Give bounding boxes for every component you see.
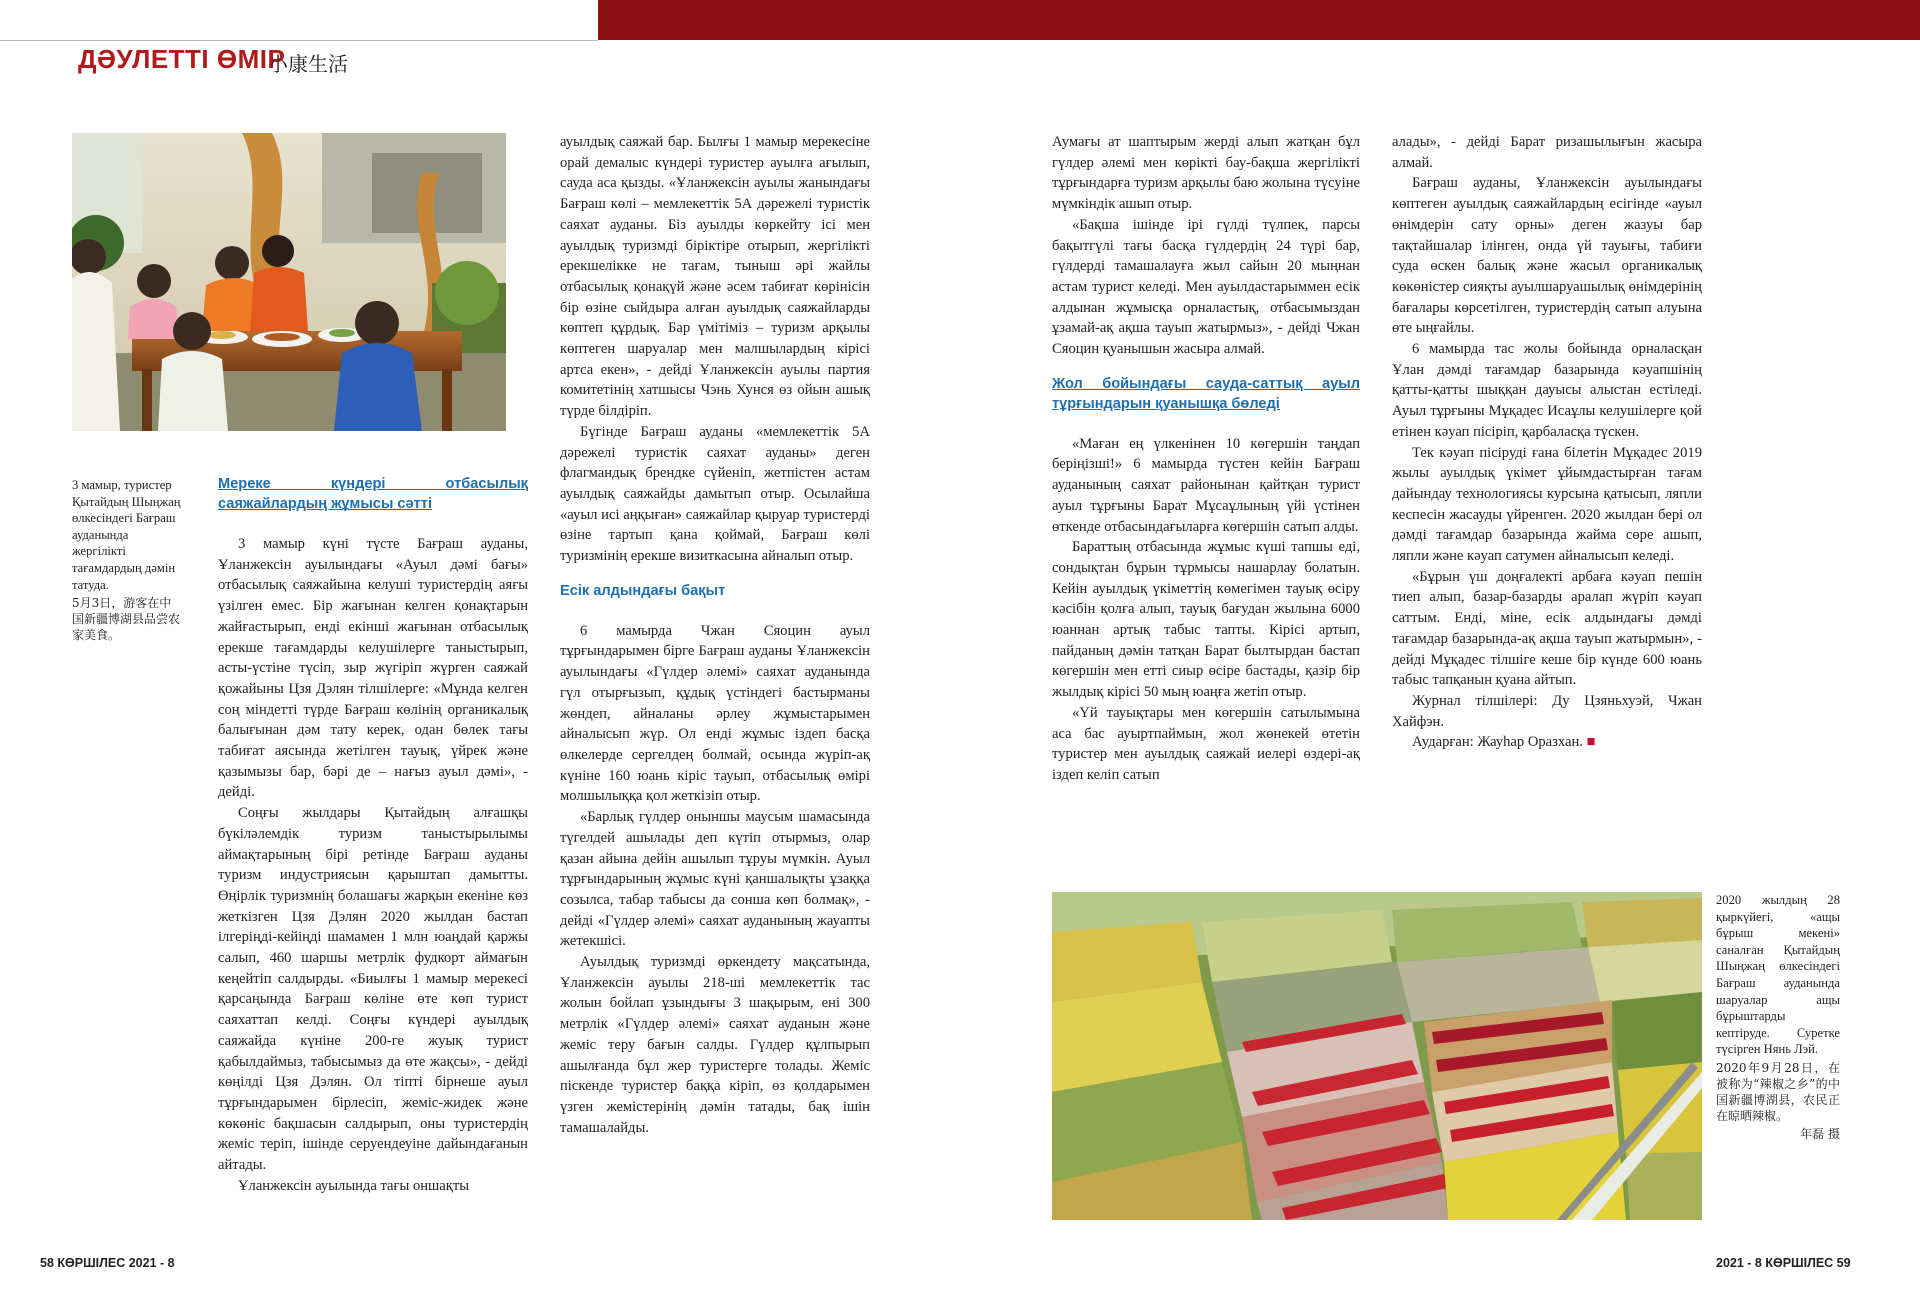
col4-paragraph: алады», - дейді Барат ризашылығын жасыра алмай. [1392,134,1702,171]
translator-credit: Аударған: Жауһар Оразхан. [1412,734,1583,751]
header-color-bar [598,0,1920,40]
article-column-2 [560,132,870,1138]
footer-right: 2021 - 8 КӨРШІЛЕС 59 [1716,1256,1851,1270]
right-caption-kz: 2020 жылдың 28 қыркүйегі, «ащы бұрыш мекені» саналған Қытайдың Шыңжаң өлкесіндегі Бағраш ауданында шаруалар ащы бұрыштарды кептіруде. Суретке түсірген Нянь Лэй. [1716,893,1840,1057]
section-title-cn: 小康生活 [268,52,348,76]
article-column-1 [218,474,528,1197]
col2-paragraph: «Барлық гүлдер оныншы маусым шамасында түгелдей ашылады деп күтіп отырмыз, олар қазан айына дейін ашылып тұруы мүмкін. Ауыл тұрғындарының жұмыс күні қаншалықты ұзаққа созылса, табар табысы да сонша көп болмақ», - дейді «Гүлдер әлемі» саяхат ауданының жауапты жетекшісі. [560,809,870,950]
left-caption-kz: 3 мамыр, туристер Қытайдың Шыңжаң өлкесіндегі Бағраш ауданында жергілікті тағамдардың дәмін татуда. [72,478,181,592]
subhead-1: Мереке күндері отбасылық саяжайлардың жұмысы сәтті [218,476,528,512]
right-caption-credit: 年磊 摄 [1800,1126,1840,1141]
header-rule [0,40,598,41]
col3-paragraph: «Маған ең үлкенінен 10 көгершін таңдап беріңізші!» 6 мамырда түстен кейін Бағраш ауданының саяхат районынан қайтқан турист ауыл тұрғыны Барат Мұсаұлының үйі үстінен өткенде отбасындағыларға көгершін сатып алды. [1052,435,1360,535]
col4-paragraph: 6 мамырда тас жолы бойында орналасқан Ұлан дәмді тағамдар базарында кәуапшінің қатты-қатты шыққан дауысы алыстан естіледі. Ауыл тұрғыны Мұқадес Исаұлы келушілерге қой етінен кәуап пісіріп, қарбаласқа түскен. [1392,341,1702,440]
article-column-4 [1392,132,1702,753]
section-title: ДӘУЛЕТТІ ӨМІР [78,44,286,74]
article-column-3 [1052,132,1360,786]
subhead-3: Жол бойындағы сауда-саттық ауыл тұрғындарын қуанышқа бөледі [1052,375,1360,412]
aerial-fields-photo [1052,892,1702,1220]
col1-paragraph: Соңғы жылдары Қытайдың алғашқы бүкіләлемдік туризм таныстырылымы аймақтарының бірі ретінде Бағраш ауданы туризм индустриясын қарыштап дамытты. Өңірлік туризмнің болашағы жарқын екеніне көз жеткізген Цзя Дэлян 2020 жылдан бастап ілгеріңді-кейіңді шамамен 1 млн юаңдай қаржы салып, 460 шаршы метрлік фудкорт аймағын кеңейтіп салдырды. «Биылғы 1 мамыр мерекесі қарсаңында Бағраш көліне өте көп турист саяхаттап келді. Соңғы күндері ауылдық саяжайда күніне 200-ге жуық турист қабылдаймыз, табысымыз да өте жақсы», - дейді көңілді Цзя Дэлян. Ол тіпті бірнеше ауыл тұрғындарымен бірлесіп, жеміс-жидек және көкөніс бақшасын салдырып, оны туристердің жеміс теріп, ішінде серуендеуіне дайындағанын айтады. [218,805,528,1174]
col4-paragraph: Бағраш ауданы, Ұланжексін ауылындағы көптеген ауылдық саяжайлардың есігінде «ауыл өнімдерін сату орны» деген жазуы бар тақтайшалар ілінген, онда үй тауығы, табиғи суда өскен балық және жасыл органикалық көкөністер сияқты ауылшаруашылық өнімдерінің бағалары көрсетілген, туристердің сатып алуына өте ыңғайлы. [1392,175,1702,337]
col3-paragraph: «Бақша ішінде ірі гүлді түлпек, парсы бақытгүлі тағы басқа гүлдердің 24 түрі бар, гүлдерді тамашалауға жыл сайын 20 мыңнан астам турист келеді. Мен ауылдастарыммен есік алдынан жұмысқа орналастық, отбасымыздан ұзамай-ақ ақша тауып жатырмыз», - дейді Чжан Сяоцин қуанышын жасыра алмай. [1052,216,1360,358]
subhead-2: Есік алдындағы бақыт [560,582,726,599]
left-caption-cn: 5月3日，游客在中国新疆博湖县品尝农家美食。 [72,596,181,643]
right-photo-caption [1716,892,1840,1142]
col2-paragraph: Бүгінде Бағраш ауданы «мемлекеттік 5А дәрежелі туристік саяхат ауданы» деген флагмандық брендке сүйеніп, жетпістен астам ауылдық саяжайды дамытып отыр. Осылайша «ауыл исі аңқыған» саяжайлар қыруар туристерді өзіне тартып қана қоймай, Бағраш көлі туризмінің ерекше визиткасына айналып отыр. [560,423,870,565]
col4-paragraph: «Бұрын үш доңғалекті арбаға кәуап пешін тиеп алып, базар-базарды аралап жүріп кәуап саттым. Енді, міне, есік алдындағы дәмді тағамдар базарында-ақ ақша тауып жатырмын», - дейді Мұқадес тілшіге кеше бір күнде 600 юань табыс тапқанын қуана айтып. [1392,568,1702,689]
col3-paragraph: Аумағы ат шаптырым жерді алып жатқан бұл гүлдер әлемі мен көрікті бау-бақша жергілікті тұрғындарға туризм арқылы баю жолына түсуіне мүмкіндік ашып отыр. [1052,134,1360,213]
family-dining-photo [72,133,506,431]
col4-paragraph-translator [1392,732,1702,753]
col4-paragraph: Журнал тілшілері: Ду Цзяньхуэй, Чжан Хайфэн. [1392,692,1702,730]
left-photo-caption [72,477,182,643]
end-mark: ■ [1586,734,1596,751]
footer-left: 58 КӨРШІЛЕС 2021 - 8 [40,1256,175,1270]
col2-paragraph: Ауылдық туризмді өркендету мақсатында, Ұланжексін ауылы 218-ші мемлекеттік тас жолын бойлап ұзындығы 3 шақырым, ені 300 метрлік «Гүлдер әлемі» саяхат ауданын және жеміс теру бағын салды. Гүлдер құлпырып ашылғанда бұл жер туристерге толады. Жеміс піскенде туристер баққа кіріп, өз қолдарымен үзген жемістерінің дәмін татады, бақ ішін тамашалайды. [560,954,870,1136]
col1-paragraph: Ұланжексін ауылында тағы оншақты [238,1177,470,1194]
col4-paragraph: Тек кәуап пісіруді ғана білетін Мұқадес 2019 жылы ауылдық үкімет ұйымдастырған тағам дайындау технологиясы курсына қатысып, ляпли кеспесін жасауды үйренген. 2020 жылдан бері ол дәмді тағамдар базарында жайма сөре ашып, ляпли және кәуап сатумен айналысып келеді. [1392,444,1702,565]
col2-paragraph: 6 мамырда Чжан Сяоцин ауыл тұрғындарымен бірге Бағраш ауданы Ұланжексін ауылындағы «Гүлдер әлемі» саяхат ауданында гүл отырғызып, құдық үстіндегі бастырманы жөндеп, айналаны әрлеу жұмыстарымен айналысып жүр. Ол енді жұмыс іздеп басқа өлкелерде сергелдең болмай, осында жүріп-ақ күніне 160 юань кіріс тауып, отбасылық өмірі молшылыққа қол жеткізіп отыр. [560,622,870,805]
col1-paragraph: 3 мамыр күні түсте Бағраш ауданы, Ұланжексін ауылындағы «Ауыл дәмі бағы» отбасылық саяжайына келуші туристердің аяғы үзілген емес. Бір жағынан келген қонақтарын жайғастырып, енді екінші жағынан отбасылық ерекше тағамдарды келушілерге таныстырып, асты-үстіне түсіп, зыр жүгіріп жүрген саяжай қожайыны Цзя Дэлян тілшілерге: «Мұнда келген соң міндетті түрде Бағраш көлінің органикалық балығынан дәм тату керек, одан бөлек тағы табиғат аясында жетілген тауық, үйрек және қазымызы бар, бәрі де – нағыз ауыл дәмі», - дейді. [218,536,528,801]
right-caption-cn: 2020年9月28日，在被称为“辣椒之乡”的中国新疆博湖县，农民正在晾晒辣椒。 [1716,1060,1840,1123]
col2-paragraph: ауылдық саяжай бар. Былғы 1 мамыр мерекесіне орай демалыс күндері туристер ауылға ағылып, сауда аса қызды. «Ұланжексін ауылы жанындағы Бағраш көлі – мемлекеттік 5А дәрежелі туристік саяхат ауданы. Біз ауылды көркейту ісі мен ауылдық туризмді біріктіре отырып, жергілікті ерекшелікке не тағам, тыныш әрі жайлы отбасылық қонақүй және әсем табиғат көрінісін бір өзіне сыйдыра алған ауылдық саяжайларды көптеп құрдық. Бар үмітіміз – туризм арқылы көптеген шаруалар мен малшылардың кірісі артса екен», - дейді Ұланжексін ауылы партия комитетінің хатшысы Чэнь Хунся өз ойын ашық түрде білдіріп. [560,134,870,420]
col3-paragraph: «Үй тауықтары мен көгершін сатылымына аса бас ауыртпаймын, жол жөнекей өтетін туристер мен ауылдық саяжай иелері өздері-ақ іздеп келіп сатып [1052,704,1360,783]
col3-paragraph: Бараттың отбасында жұмыс күші тапшы еді, сондықтан бұрын тұрмысы нашарлау болатын. Кейін ауылдық үкіметтің көмегімен тауық өсіру кәсібін қолға алып, тауық бағудан жылына 6000 юаннан артық табыс тапты. Кірісі артып, пайданың дәмін татқан Барат былтырдан бастап көгершін мен етті сиыр өсіре бастады, қазір бір жылдық кірісі 50 мың юаңға жетіп отыр. [1052,539,1360,701]
